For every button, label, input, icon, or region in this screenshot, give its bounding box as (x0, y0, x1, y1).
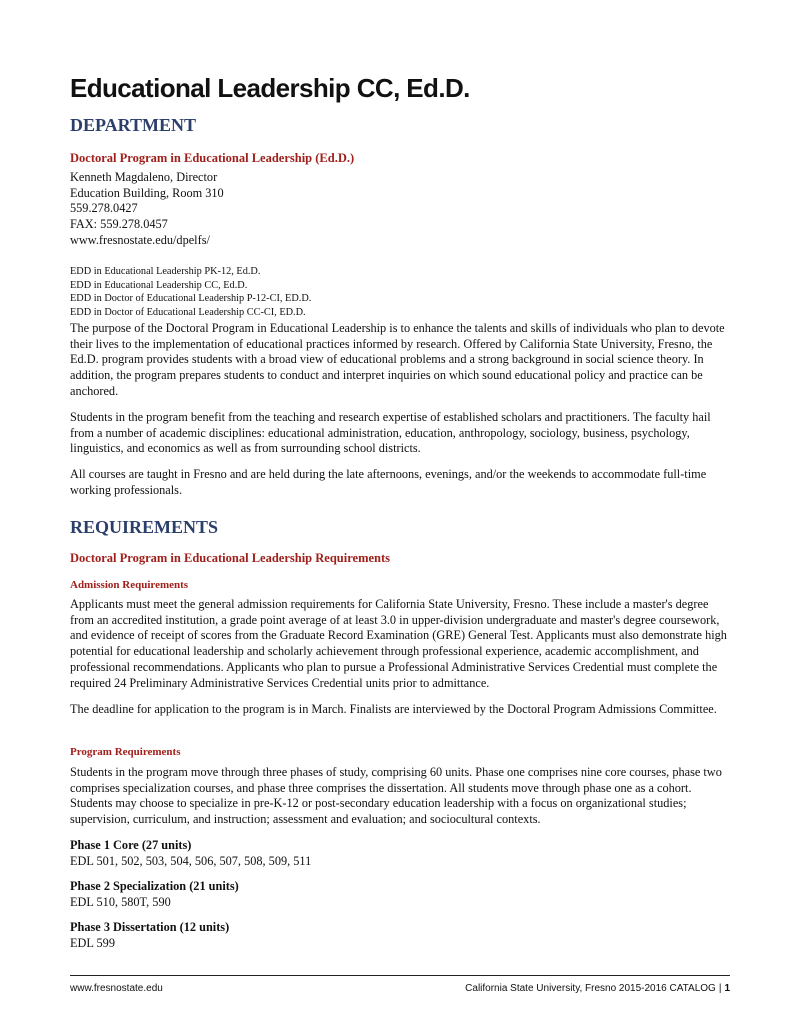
requirements-program-heading: Doctoral Program in Educational Leadership Requirements (70, 551, 391, 565)
department-heading: DEPARTMENT (70, 115, 197, 135)
footer-catalog: California State University, Fresno 2015-2016 CATALOG (465, 983, 716, 994)
contact-fax: FAX: 559.278.0457 (70, 217, 168, 232)
contact-phone: 559.278.0427 (70, 201, 138, 216)
footer-separator: | (718, 983, 722, 994)
program-name: Doctoral Program in Educational Leadership (Ed.D.) (70, 151, 355, 165)
phase-core (70, 838, 732, 869)
schedule-paragraph: All courses are taught in Fresno and are held during the late afternoons, evenings, and/or the weekends to accommodate full-time working professionals. (70, 467, 707, 497)
contact-website: www.fresnostate.edu/dpelfs/ (70, 232, 210, 247)
contact-director: Kenneth Magdaleno, Director (70, 170, 218, 184)
phase-courses: EDL 510, 580T, 590 (70, 894, 171, 909)
footer-divider (70, 975, 730, 976)
degree-item: EDD in Doctor of Educational Leadership P-12-CI, ED.D. (70, 293, 312, 305)
contact-office: Education Building, Room 310 (70, 185, 224, 200)
phase-title: Phase 3 Dissertation (12 units) (70, 920, 230, 934)
footer-website: www.fresnostate.edu (70, 983, 163, 994)
degree-list (70, 265, 732, 319)
page-number: 1 (724, 983, 730, 994)
admission-paragraph: Applicants must meet the general admission requirements for California State University, Fresno. These include a master's degree from an accredited institution, a grade point average of at least 3.0 in upper-division undergraduate and master's degree coursework, and evidence of receipt of scores from the Graduate Record Examination (GRE) General Test. Applicants must also demonstrate high potential for educational leadership and scholarly achievement through professional experience, academic accomplishment, and professional recommendations. Applicants who plan to pursue a Professional Administrative Services Credential must complete the required 24 Preliminary Administrative Services Credential units prior to admittance. (70, 597, 727, 690)
faculty-paragraph: Students in the program benefit from the teaching and research expertise of established scholars and practitioners. The faculty hail from a number of academic disciplines: educational administration, education, anthropology, sociology, business, psychology, linguistics, and economics as well as from surrounding school districts. (70, 410, 711, 456)
phase-courses: EDL 599 (70, 935, 115, 950)
admission-heading: Admission Requirements (70, 579, 189, 591)
requirements-heading: REQUIREMENTS (70, 517, 219, 537)
phase-dissertation (70, 920, 732, 951)
degree-item: EDD in Educational Leadership CC, Ed.D. (70, 279, 248, 291)
program-paragraph: Students in the program move through three phases of study, comprising 60 units. Phase one comprises nine core courses, phase two comprises specialization courses, and phase three comprises the dissertation. All students move through phase one as a cohort. Students may choose to specialize in pre-K-12 or post-secondary education leadership with a focus on organizational studies; supervision, curriculum, and instruction; assessment and evaluation; and sociocultural contexts. (70, 765, 722, 827)
phase-courses: EDL 501, 502, 503, 504, 506, 507, 508, 509, 511 (70, 853, 312, 868)
page-title: Educational Leadership CC, Ed.D. (70, 73, 470, 103)
phase-title: Phase 1 Core (27 units) (70, 838, 192, 852)
program-requirements-heading: Program Requirements (70, 746, 181, 758)
contact-block (70, 170, 732, 249)
purpose-paragraph: The purpose of the Doctoral Program in Educational Leadership is to enhance the talents and skills of individuals who plan to devote their lives to the implementation of educational practices informed by research. Offered by California State University, Fresno, the Ed.D. program provides students with a broad view of educational problems and a strong background in social science theory. In addition, the program prepares students to conduct and interpret inquiries on which sound educational policy and practice can be anchored. (70, 321, 725, 398)
footer-catalog-info (465, 983, 730, 995)
degree-item: EDD in Educational Leadership PK-12, Ed.D. (70, 266, 261, 277)
degree-item: EDD in Doctor of Educational Leadership CC-CI, ED.D. (70, 306, 306, 318)
deadline-paragraph: The deadline for application to the program is in March. Finalists are interviewed by the Doctoral Program Admissions Committee. (70, 702, 717, 716)
phase-specialization (70, 879, 732, 910)
phase-title: Phase 2 Specialization (21 units) (70, 879, 239, 893)
